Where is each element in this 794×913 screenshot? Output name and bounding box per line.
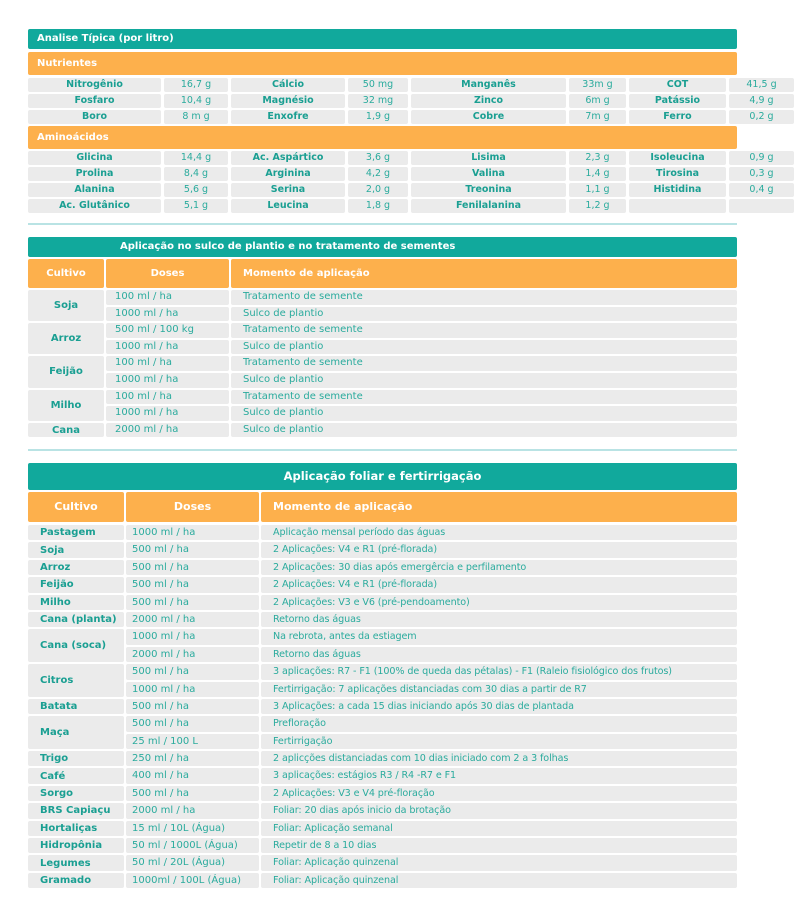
foliar-header-cultivo: Cultivo	[28, 492, 124, 522]
moment-cell: Aplicação mensal período das águas	[261, 525, 737, 540]
nutrientes-name: Enxofre	[231, 110, 345, 124]
aminoacidos-name	[629, 199, 726, 213]
crop-cell: Feijão	[28, 577, 124, 592]
aminoacidos-value	[729, 199, 794, 213]
aminoacidos-value: 3,6 g	[348, 151, 408, 165]
dose-cell: 50 ml / 1000L (Água)	[126, 838, 259, 853]
dose-cell: 2000 ml / ha	[126, 612, 259, 627]
crop-cell: Café	[28, 768, 124, 783]
dose-cell: 1000ml / 100L (Água)	[126, 873, 259, 888]
aminoacidos-name: Arginina	[231, 167, 345, 181]
moment-cell: Repetir de 8 a 10 dias	[261, 838, 737, 853]
dose-cell: 1000 ml / ha	[106, 406, 229, 421]
aminoacidos-name: Glicina	[28, 151, 161, 165]
aminoacidos-name: Histidina	[629, 183, 726, 197]
aminoacidos-name: Alanina	[28, 183, 161, 197]
dose-cell: 25 ml / 100 L	[126, 734, 259, 749]
foliar-title: Aplicação foliar e fertirrigação	[28, 463, 737, 490]
dose-cell: 1000 ml / ha	[126, 629, 259, 644]
moment-cell: Fertirrigação: 7 aplicações distanciadas com 30 dias a partir de R7	[261, 682, 737, 697]
dose-cell: 500 ml / ha	[126, 577, 259, 592]
crop-cell: Cana (planta)	[28, 612, 124, 627]
dose-cell: 2000 ml / ha	[126, 803, 259, 818]
nutrientes-name: Nitrogênio	[28, 78, 161, 92]
aminoacidos-value: 2,0 g	[348, 183, 408, 197]
sulco-table-header	[28, 259, 737, 288]
nutrientes-name: Cálcio	[231, 78, 345, 92]
sulco-header-doses: Doses	[106, 259, 229, 288]
foliar-table-header	[28, 492, 737, 522]
nutrientes-name: Cobre	[411, 110, 566, 124]
crop-cell: Cana	[28, 423, 104, 438]
aminoacidos-value: 4,2 g	[348, 167, 408, 181]
nutrientes-value: 32 mg	[348, 94, 408, 108]
moment-cell: Sulco de plantio	[231, 340, 737, 355]
moment-cell: Tratamento de semente	[231, 390, 737, 405]
moment-cell: Sulco de plantio	[231, 373, 737, 388]
crop-cell: Arroz	[28, 323, 104, 354]
foliar-header-momento: Momento de aplicação	[261, 492, 737, 522]
nutrientes-header: Nutrientes	[28, 52, 737, 75]
dose-cell: 15 ml / 10L (Água)	[126, 821, 259, 836]
aminoacidos-value: 0,4 g	[729, 183, 794, 197]
aminoacidos-name: Valina	[411, 167, 566, 181]
dose-cell: 2000 ml / ha	[106, 423, 229, 438]
nutrientes-name: Patássio	[629, 94, 726, 108]
moment-cell: Prefloração	[261, 716, 737, 731]
moment-cell: Na rebrota, antes da estiagem	[261, 629, 737, 644]
nutrientes-value: 33m g	[569, 78, 626, 92]
moment-cell: Foliar: Aplicação quinzenal	[261, 873, 737, 888]
nutrientes-value: 7m g	[569, 110, 626, 124]
dose-cell: 500 ml / ha	[126, 699, 259, 714]
aminoacidos-name: Leucina	[231, 199, 345, 213]
sulco-header-cultivo: Cultivo	[28, 259, 104, 288]
crop-cell: Batata	[28, 699, 124, 714]
moment-cell: 3 aplicações: R7 - F1 (100% de queda das pétalas) - F1 (Raleio fisiológico dos frutos)	[261, 664, 737, 679]
dose-cell: 1000 ml / ha	[106, 340, 229, 355]
dose-cell: 400 ml / ha	[126, 768, 259, 783]
nutrientes-value: 41,5 g	[729, 78, 794, 92]
sulco-table	[28, 290, 737, 437]
aminoacidos-name: Ac. Aspártico	[231, 151, 345, 165]
moment-cell: Tratamento de semente	[231, 356, 737, 371]
crop-cell: Milho	[28, 595, 124, 610]
moment-cell: Foliar: Aplicação semanal	[261, 821, 737, 836]
nutrientes-name: COT	[629, 78, 726, 92]
nutrientes-value: 6m g	[569, 94, 626, 108]
nutrientes-value: 0,2 g	[729, 110, 794, 124]
moment-cell: 2 aplicções distanciadas com 10 dias iniciado com 2 a 3 folhas	[261, 751, 737, 766]
crop-cell: BRS Capiaçu	[28, 803, 124, 818]
aminoacidos-name: Serina	[231, 183, 345, 197]
nutrientes-value: 8 m g	[164, 110, 228, 124]
crop-cell: Sorgo	[28, 786, 124, 801]
foliar-table	[28, 525, 737, 888]
dose-cell: 500 ml / ha	[126, 595, 259, 610]
nutrientes-name: Ferro	[629, 110, 726, 124]
aminoacidos-value: 2,3 g	[569, 151, 626, 165]
aminoacidos-value: 1,1 g	[569, 183, 626, 197]
dose-cell: 1000 ml / ha	[106, 373, 229, 388]
aminoacidos-name: Lisima	[411, 151, 566, 165]
dose-cell: 1000 ml / ha	[126, 525, 259, 540]
moment-cell: Sulco de plantio	[231, 406, 737, 421]
nutrientes-name: Zinco	[411, 94, 566, 108]
aminoacidos-table	[28, 151, 774, 213]
aminoacidos-value: 1,4 g	[569, 167, 626, 181]
nutrientes-name: Manganês	[411, 78, 566, 92]
sulco-title: Aplicação no sulco de plantio e no tratamento de sementes	[28, 237, 737, 257]
crop-cell: Feijão	[28, 356, 104, 387]
dose-cell: 500 ml / ha	[126, 560, 259, 575]
section-divider	[28, 223, 737, 225]
crop-cell: Hortaliças	[28, 821, 124, 836]
moment-cell: 3 aplicações: estágios R3 / R4 -R7 e F1	[261, 768, 737, 783]
dose-cell: 100 ml / ha	[106, 390, 229, 405]
moment-cell: Retorno das águas	[261, 647, 737, 662]
aminoacidos-name: Prolina	[28, 167, 161, 181]
moment-cell: 2 Aplicações: V4 e R1 (pré-florada)	[261, 542, 737, 557]
dose-cell: 100 ml / ha	[106, 356, 229, 371]
dose-cell: 500 ml / ha	[126, 664, 259, 679]
moment-cell: Tratamento de semente	[231, 323, 737, 338]
crop-cell: Citros	[28, 664, 124, 697]
dose-cell: 250 ml / ha	[126, 751, 259, 766]
moment-cell: Fertirrigação	[261, 734, 737, 749]
nutrientes-table	[28, 78, 777, 124]
crop-cell: Trigo	[28, 751, 124, 766]
nutrientes-value: 16,7 g	[164, 78, 228, 92]
crop-cell: Pastagem	[28, 525, 124, 540]
dose-cell: 1000 ml / ha	[126, 682, 259, 697]
aminoacidos-value: 5,6 g	[164, 183, 228, 197]
nutrientes-value: 10,4 g	[164, 94, 228, 108]
aminoacidos-name: Isoleucina	[629, 151, 726, 165]
dose-cell: 500 ml / ha	[126, 786, 259, 801]
moment-cell: 2 Aplicações: 30 dias após emergêrcia e perfilamento	[261, 560, 737, 575]
foliar-header-doses: Doses	[126, 492, 259, 522]
crop-cell: Maça	[28, 716, 124, 749]
nutrientes-name: Fosfaro	[28, 94, 161, 108]
aminoacidos-value: 8,4 g	[164, 167, 228, 181]
crop-cell: Soja	[28, 542, 124, 557]
crop-cell: Milho	[28, 390, 104, 421]
section-divider	[28, 449, 737, 451]
dose-cell: 50 ml / 20L (Água)	[126, 855, 259, 870]
moment-cell: 2 Aplicações: V3 e V4 pré-floração	[261, 786, 737, 801]
moment-cell: Tratamento de semente	[231, 290, 737, 305]
crop-cell: Soja	[28, 290, 104, 321]
nutrientes-value: 50 mg	[348, 78, 408, 92]
aminoacidos-name: Fenilalanina	[411, 199, 566, 213]
aminoacidos-value: 1,8 g	[348, 199, 408, 213]
moment-cell: Foliar: Aplicação quinzenal	[261, 855, 737, 870]
moment-cell: Sulco de plantio	[231, 423, 737, 438]
aminoacidos-name: Ac. Glutânico	[28, 199, 161, 213]
moment-cell: Retorno das águas	[261, 612, 737, 627]
dose-cell: 1000 ml / ha	[106, 307, 229, 322]
aminoacidos-value: 1,2 g	[569, 199, 626, 213]
crop-cell: Cana (soca)	[28, 629, 124, 662]
aminoacidos-name: Treonina	[411, 183, 566, 197]
aminoacidos-header: Aminoácidos	[28, 126, 737, 149]
crop-cell: Gramado	[28, 873, 124, 888]
moment-cell: Foliar: 20 dias após inicio da brotação	[261, 803, 737, 818]
aminoacidos-value: 0,9 g	[729, 151, 794, 165]
moment-cell: 2 Aplicações: V4 e R1 (pré-florada)	[261, 577, 737, 592]
moment-cell: 3 Aplicações: a cada 15 dias iniciando após 30 dias de plantada	[261, 699, 737, 714]
sulco-header-momento: Momento de aplicação	[231, 259, 737, 288]
nutrientes-name: Magnésio	[231, 94, 345, 108]
dose-cell: 2000 ml / ha	[126, 647, 259, 662]
dose-cell: 500 ml / ha	[126, 542, 259, 557]
aminoacidos-value: 0,3 g	[729, 167, 794, 181]
nutrientes-name: Boro	[28, 110, 161, 124]
dose-cell: 500 ml / ha	[126, 716, 259, 731]
crop-cell: Hidropônia	[28, 838, 124, 853]
analise-title: Analise Típica (por litro)	[28, 29, 737, 49]
aminoacidos-name: Tirosina	[629, 167, 726, 181]
moment-cell: 2 Aplicações: V3 e V6 (pré-pendoamento)	[261, 595, 737, 610]
nutrientes-value: 1,9 g	[348, 110, 408, 124]
dose-cell: 100 ml / ha	[106, 290, 229, 305]
nutrientes-value: 4,9 g	[729, 94, 794, 108]
crop-cell: Legumes	[28, 855, 124, 870]
crop-cell: Arroz	[28, 560, 124, 575]
aminoacidos-value: 14,4 g	[164, 151, 228, 165]
moment-cell: Sulco de plantio	[231, 307, 737, 322]
dose-cell: 500 ml / 100 kg	[106, 323, 229, 338]
aminoacidos-value: 5,1 g	[164, 199, 228, 213]
